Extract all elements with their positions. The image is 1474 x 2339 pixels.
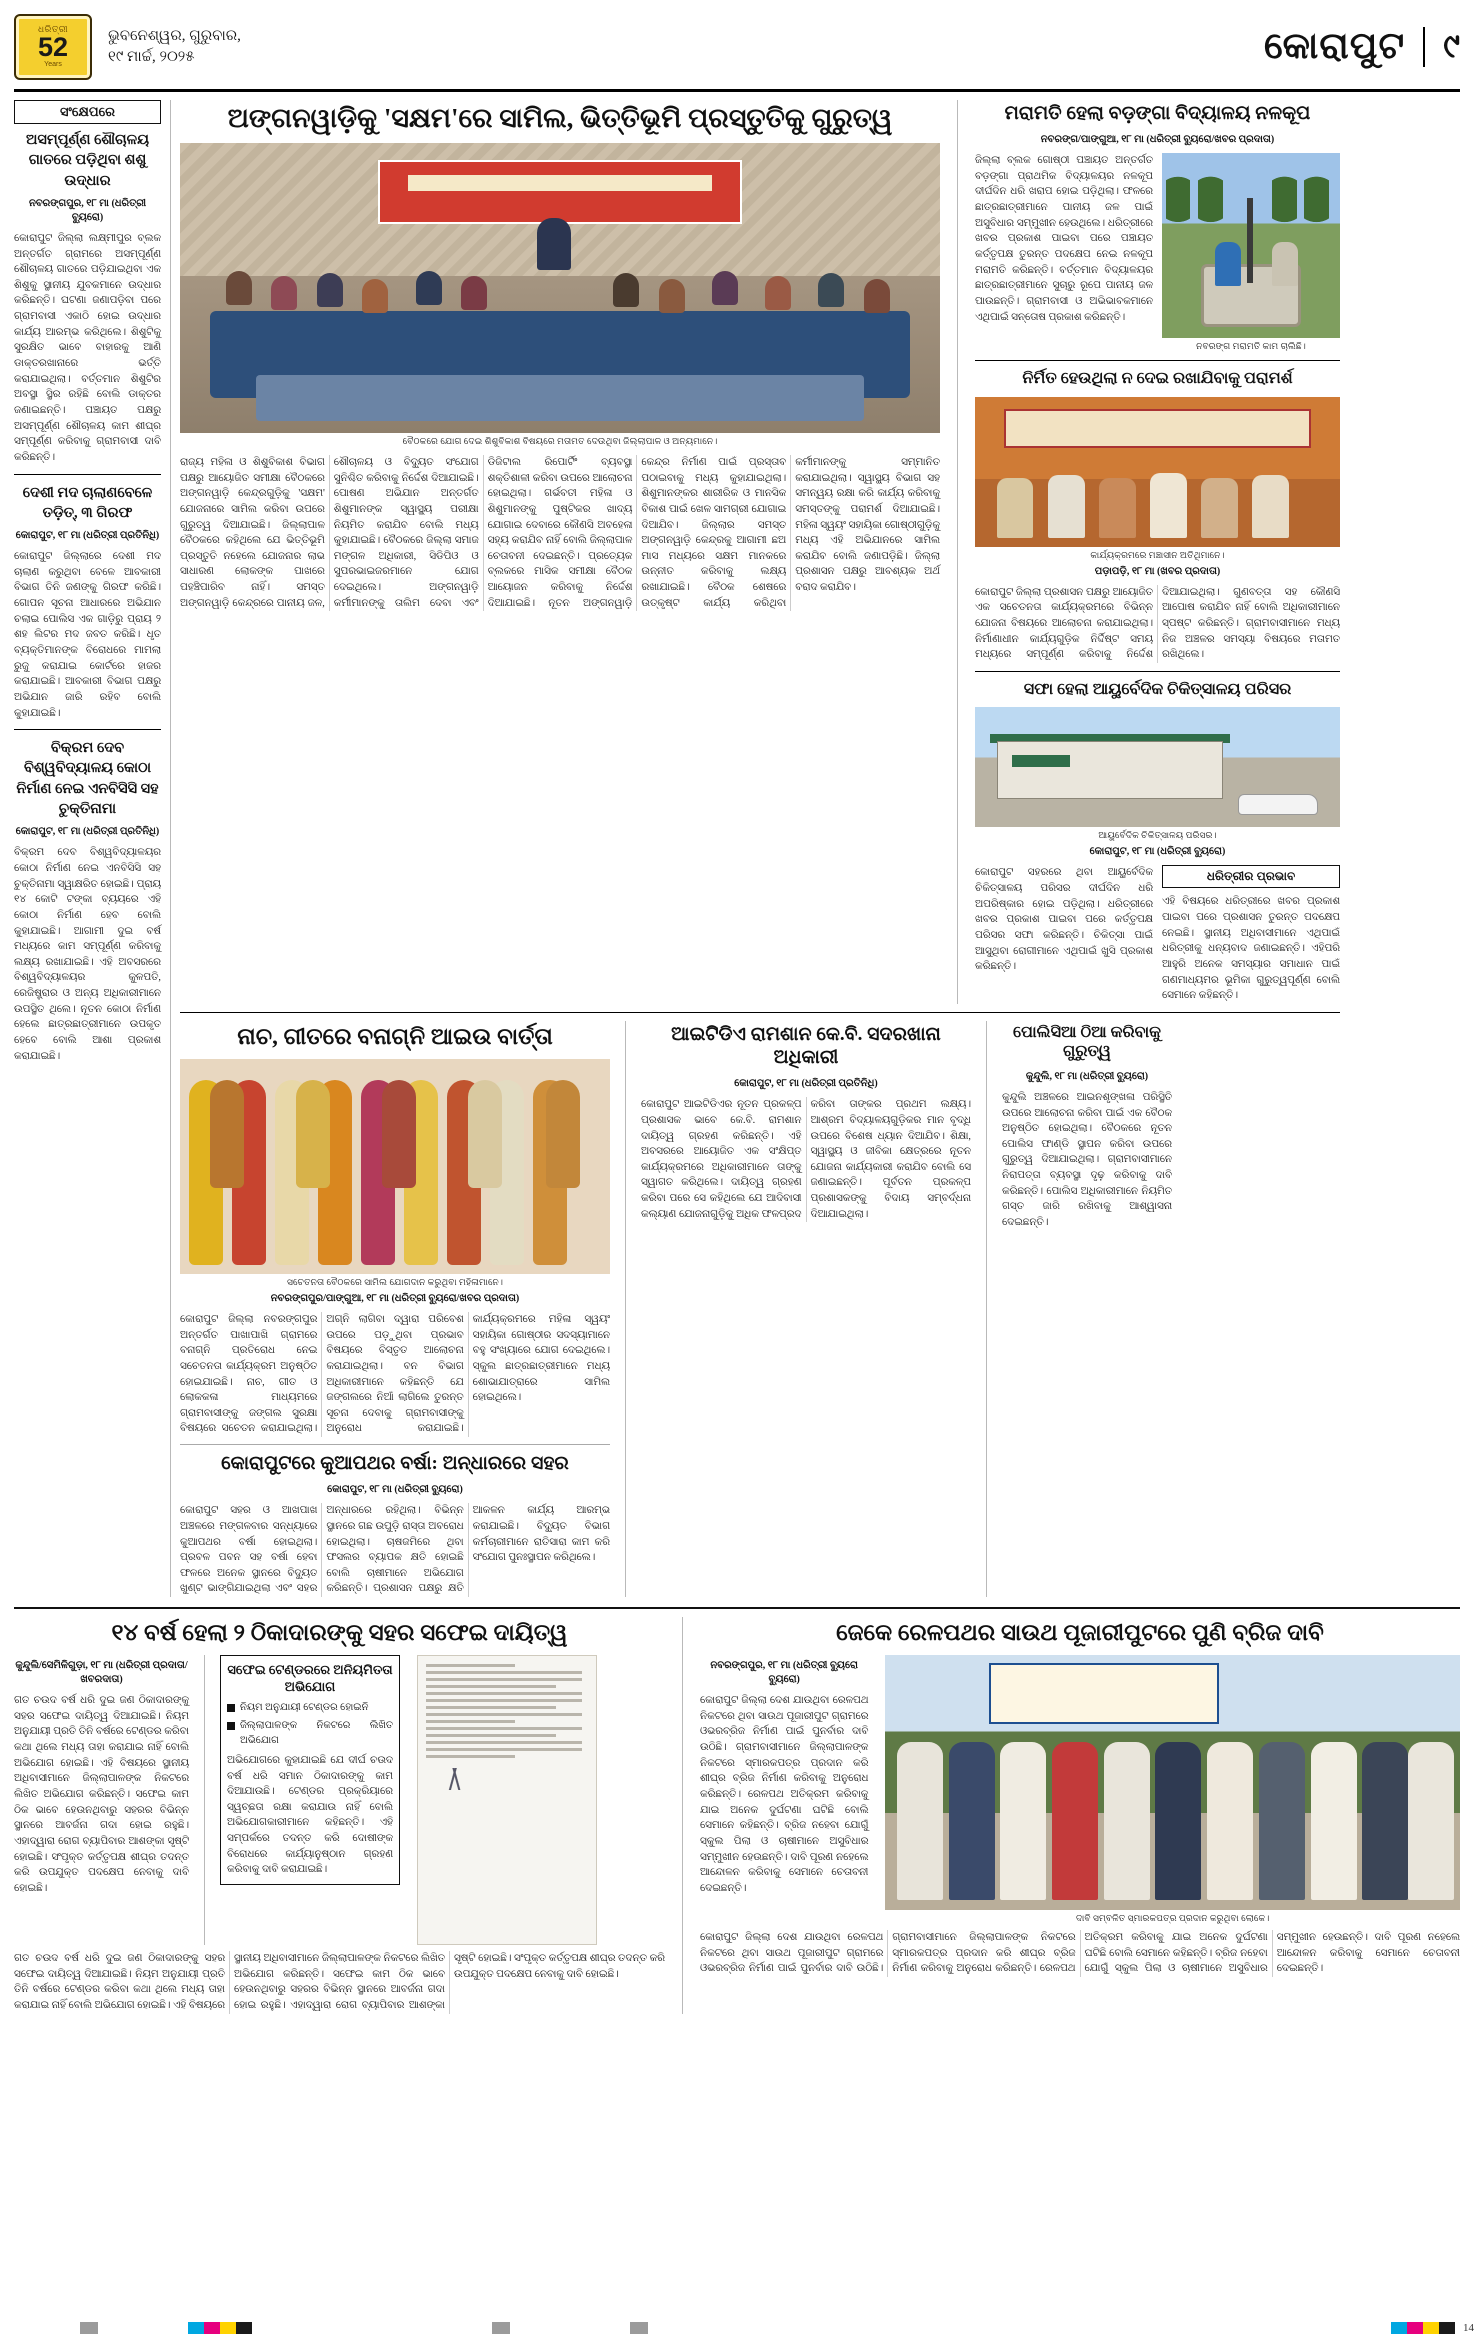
lead-story	[180, 100, 940, 1004]
brief-dateline: ନବରଙ୍ଗପୁର, ୧୮ ମା (ଧରିତ୍ରୀ ବ୍ୟୁରୋ)	[28, 197, 147, 223]
top-region	[14, 100, 1460, 1597]
water-dateline: କୋରାପୁଟ, ୧୮ ମା (ଧରିତ୍ରୀ ବ୍ୟୁରୋ)	[327, 1484, 463, 1496]
nirmit-body: କୋରାପୁଟ ଜିଲ୍ଲା ପ୍ରଶାସନ ପକ୍ଷରୁ ଆୟୋଜିତ ଏକ ସଚେତନତା କାର୍ଯ୍ୟକ୍ରମରେ ବିଭିନ୍ନ ଯୋଜନା ବିଷୟରେ ଆଲୋଚନା କରାଯାଇଥିଲା। ନିର୍ମାଣାଧୀନ କାର୍ଯ୍ୟଗୁଡ଼ିକ ନିର୍ଦ୍ଦିଷ୍ଟ ସମୟ ମଧ୍ୟରେ ସମ୍ପୂର୍ଣ୍ଣ କରିବାକୁ ନିର୍ଦ୍ଦେଶ ଦିଆଯାଇଥିଲା। ଗୁଣବତ୍ତା ସହ କୌଣସି ଆପୋଷ କରାଯିବ ନାହିଁ ବୋଲି ଅଧିକାରୀମାନେ ସ୍ପଷ୍ଟ କରିଛନ୍ତି। ଗ୍ରାମବାସୀମାନେ ମଧ୍ୟ ନିଜ ଅଞ୍ଚଳର ସମସ୍ୟା ବିଷୟରେ ମତାମତ ରଖିଥିଲେ।	[975, 586, 1340, 661]
water-body: କୋରାପୁଟ ସହର ଓ ଆଖପାଖ ଅଞ୍ଚଳରେ ମଙ୍ଗଳବାର ସନ୍ଧ୍ୟାରେ କୁଆପଥର ବର୍ଷା ହୋଇଥିଲା। ପ୍ରବଳ ପବନ ସହ ବର୍ଷା ହେବା ଫଳରେ ଅନେକ ସ୍ଥାନରେ ବିଦ୍ୟୁତ ଖୁଣ୍ଟ ଭାଙ୍ଗିଯାଇଥିଲା ଏବଂ ସହର ଅନ୍ଧାରରେ ରହିଥିଲା। ବିଭିନ୍ନ ସ୍ଥାନରେ ଗଛ ଉପୁଡ଼ି ରାସ୍ତା ଅବରୋଧ ହୋଇଥିଲା। ଚାଷଜମିରେ ଥିବା ଫସଲର ବ୍ୟାପକ କ୍ଷତି ହୋଇଛି ବୋଲି ଚାଷୀମାନେ ଅଭିଯୋଗ କରିଛନ୍ତି। ପ୍ରଶାସନ ପକ୍ଷରୁ କ୍ଷତି ଆକଳନ କାର୍ଯ୍ୟ ଆରମ୍ଭ କରାଯାଇଛି। ବିଦ୍ୟୁତ ବିଭାଗ କର୍ମଚାରୀମାନେ ରାତିସାରା କାମ କରି ସଂଯୋଗ ପୁନଃସ୍ଥାପନ କରିଥିଲେ।	[180, 1505, 610, 1595]
bottom-right-body: କୋରାପୁଟ ଜିଲ୍ଲା ଦେଶ ଯାଉଥିବା ରେଳପଥ ନିକଟରେ ଥିବା ସାଉଥ ପୂଜାରୀପୁଟ ଗ୍ରାମରେ ଓଭରବ୍ରିଜ ନିର୍ମାଣ ପାଇଁ ପୁନର୍ବାର ଦାବି ଉଠିଛି। ଗ୍ରାମବାସୀମାନେ ଜିଲ୍ଲାପାଳଙ୍କ ନିକଟରେ ସ୍ମାରକପତ୍ର ପ୍ରଦାନ କରି ଶୀଘ୍ର ବ୍ରିଜ ନିର୍ମାଣ କରିବାକୁ ଅନୁରୋଧ କରିଛନ୍ତି। ରେଳପଥ ଅତିକ୍ରମ କରିବାକୁ ଯାଇ ଅନେକ ଦୁର୍ଘଟଣା ଘଟିଛି ବୋଲି ସେମାନେ କହିଛନ୍ତି। ବ୍ରିଜ ନହେବା ଯୋଗୁଁ ସ୍କୁଲ ପିଲା ଓ ଚାଷୀମାନେ ଅସୁବିଧାର ସମ୍ମୁଖୀନ ହେଉଛନ୍ତି। ଦାବି ପୂରଣ ନହେଲେ ଆନ୍ଦୋଳନ କରିବାକୁ ସେମାନେ ଚେତାବନୀ ଦେଇଛନ୍ତି।	[700, 1695, 869, 1894]
bullet-square-icon	[227, 1722, 235, 1730]
bottom-left-story	[14, 1617, 665, 2014]
dance-body: କୋରାପୁଟ ଜିଲ୍ଲା ନବରଙ୍ଗପୁର ଅନ୍ତର୍ଗତ ପାଖାପାଖି ଗ୍ରାମରେ ବନାଗ୍ନି ପ୍ରତିରୋଧ ନେଇ ସଚେତନତା କାର୍ଯ୍ୟକ୍ରମ ଅନୁଷ୍ଠିତ ହୋଇଯାଇଛି। ନାଚ, ଗୀତ ଓ ଲୋକକଳା ମାଧ୍ୟମରେ ଗ୍ରାମବାସୀଙ୍କୁ ଜଙ୍ଗଲ ସୁରକ୍ଷା ବିଷୟରେ ସଚେତନ କରାଯାଇଥିଲା। ଅଗ୍ନି ଲାଗିବା ଦ୍ୱାରା ପରିବେଶ ଉପରେ ପଡ଼ୁଥିବା ପ୍ରଭାବ ବିଷୟରେ ବିସ୍ତୃତ ଆଲୋଚନା କରାଯାଇଥିଲା। ବନ ବିଭାଗ ଅଧିକାରୀମାନେ କହିଛନ୍ତି ଯେ ଜଙ୍ଗଲରେ ନିଆଁ ଲାଗିଲେ ତୁରନ୍ତ ସୂଚନା ଦେବାକୁ ଗ୍ରାମବାସୀଙ୍କୁ ଅନୁରୋଧ କରାଯାଇଛି। କାର୍ଯ୍ୟକ୍ରମରେ ମହିଳା ସ୍ୱୟଂ ସହାୟିକା ଗୋଷ୍ଠୀର ସଦସ୍ୟାମାନେ ବହୁ ସଂଖ୍ୟାରେ ଯୋଗ ଦେଇଥିଲେ। ସ୍କୁଲ ଛାତ୍ରଛାତ୍ରୀମାନେ ମଧ୍ୟ ଶୋଭାଯାତ୍ରାରେ ସାମିଲ ହୋଇଥିଲେ।	[180, 1313, 610, 1435]
bottom-region	[14, 1617, 1460, 2014]
section-divider	[975, 360, 1340, 361]
machine-dateline: ନବରଙ୍ଗ/ପାଙ୍ଗୁଆ, ୧୮ ମା (ଧରିତ୍ରୀ ବ୍ୟୁରୋ/ଖବର ପ୍ରଦାତା)	[1040, 134, 1275, 146]
lead-photo-caption: ବୈଠକରେ ଯୋଗ ଦେଇ ଶିଶୁବିକାଶ ବିଷୟରେ ମତାମତ ଦେଉଥିବା ଜିଲ୍ଲାପାଳ ଓ ଅନ୍ୟମାନେ।	[402, 435, 718, 446]
masthead-dateline	[108, 26, 241, 67]
masthead	[14, 10, 1460, 92]
lead-headline: ଅଙ୍ଗନୱାଡ଼ିକୁ 'ସକ୍ଷମ'ରେ ସାମିଲ, ଭିତ୍ତିଭୂମି ପ୍ରସ୍ତୁତିକୁ ଗୁରୁତ୍ୱ	[227, 103, 893, 133]
right-stack	[975, 100, 1340, 1004]
dance-photo-caption: ସଚେତନତା ବୈଠକରେ ସାମିଲ ଯୋଗଦାନ କରୁଥିବା ମହିଳାମାନେ।	[286, 1276, 504, 1287]
logo-anniversary-number: 52	[37, 32, 69, 62]
kb-body: କୋରାପୁଟ ଆଇଟିଡିଏର ନୂତନ ପ୍ରକଳ୍ପ ପ୍ରଶାସକ ଭାବେ କେ.ବି. ରାମଶାନ ଦାୟିତ୍ୱ ଗ୍ରହଣ କରିଛନ୍ତି। ଏହି ଅବସରରେ ଆୟୋଜିତ ଏକ ସଂକ୍ଷିପ୍ତ କାର୍ଯ୍ୟକ୍ରମରେ ଅଧିକାରୀମାନେ ତାଙ୍କୁ ସ୍ୱାଗତ କରିଥିଲେ। ଦାୟିତ୍ୱ ଗ୍ରହଣ କରିବା ପରେ ସେ କହିଥିଲେ ଯେ ଆଦିବାସୀ କଲ୍ୟାଣ ଯୋଜନାଗୁଡ଼ିକୁ ଅଧିକ ଫଳପ୍ରଦ କରିବା ତାଙ୍କର ପ୍ରଥମ ଲକ୍ଷ୍ୟ। ଆଶ୍ରମ ବିଦ୍ୟାଳୟଗୁଡ଼ିକର ମାନ ବୃଦ୍ଧି ଉପରେ ବିଶେଷ ଧ୍ୟାନ ଦିଆଯିବ। ଶିକ୍ଷା, ସ୍ୱାସ୍ଥ୍ୟ ଓ ଜୀବିକା କ୍ଷେତ୍ରରେ ନୂତନ ଯୋଜନା କାର୍ଯ୍ୟକାରୀ କରାଯିବ ବୋଲି ସେ ଜଣାଇଛନ୍ତି। ପୂର୍ବତନ ପ୍ରକଳ୍ପ ପ୍ରଶାସକଙ୍କୁ ବିଦାୟ ସମ୍ବର୍ଦ୍ଧନା ଦିଆଯାଇଥିଲା।	[641, 1099, 971, 1220]
column-rule	[204, 1655, 205, 1945]
machine-body: ଜିଲ୍ଲା ବ୍ଲକ ଗୋଷ୍ଠୀ ପଞ୍ଚାୟତ ଅନ୍ତର୍ଗତ ବଡ଼ଙ୍ଗା ପ୍ରାଥମିକ ବିଦ୍ୟାଳୟର ନଳକୂପ ଦୀର୍ଘଦିନ ଧରି ଖରାପ ହୋଇ ପଡ଼ିଥିଲା। ଫଳରେ ଛାତ୍ରଛାତ୍ରୀମାନେ ପାନୀୟ ଜଳ ପାଇଁ ଅସୁବିଧାର ସମ୍ମୁଖୀନ ହେଉଥିଲେ। ଧରିତ୍ରୀରେ ଖବର ପ୍ରକାଶ ପାଇବା ପରେ ପଞ୍ଚାୟତ କର୍ତ୍ତୃପକ୍ଷ ତୁରନ୍ତ ପଦକ୍ଷେପ ନେଇ ନଳକୂପ ମରାମତି କରିଛନ୍ତି। ବର୍ତ୍ତମାନ ବିଦ୍ୟାଳୟର ଛାତ୍ରଛାତ୍ରୀମାନେ ସୁଚାରୁ ରୂପେ ପାନୀୟ ଜଳ ପାଉଛନ୍ତି। ଗ୍ରାମବାସୀ ଓ ଅଭିଭାବକମାନେ ଏଥିପାଇଁ ସନ୍ତୋଷ ପ୍ରକାଶ କରିଛନ୍ତି।	[975, 155, 1153, 323]
bottom-left-dateline: କୁନ୍ଦୁଲି/ସେମିଳିଗୁଡ଼ା, ୧୮ ମା (ଧରିତ୍ରୀ ପ୍ରଦାତା/ଖବରଦାତା)	[15, 1660, 188, 1686]
bottom-left-text-col	[14, 1655, 189, 1945]
bottom-right-dateline: ନବରଙ୍ଗପୁର, ୧୮ ମା (ଧରିତ୍ରୀ ବ୍ୟୁରୋ ବ୍ୟୁରୋ)	[710, 1660, 858, 1686]
bottom-left-continuation: ଗତ ଚଉଦ ବର୍ଷ ଧରି ଦୁଇ ଜଣ ଠିକାଦାରଙ୍କୁ ସହର ସଫେଇ ଦାୟିତ୍ୱ ଦିଆଯାଇଛି। ନିୟମ ଅନୁଯାୟୀ ପ୍ରତି ତିନି ବର୍ଷରେ ଟେଣ୍ଡର କରିବା କଥା ଥିଲେ ମଧ୍ୟ ତାହା କରାଯାଇ ନାହିଁ ବୋଲି ଅଭିଯୋଗ ହୋଇଛି। ଏହି ବିଷୟରେ ସ୍ଥାନୀୟ ଅଧିବାସୀମାନେ ଜିଲ୍ଲାପାଳଙ୍କ ନିକଟରେ ଲିଖିତ ଅଭିଯୋଗ କରିଛନ୍ତି। ସଫେଇ କାମ ଠିକ ଭାବେ ହେଉନଥିବାରୁ ସହରର ବିଭିନ୍ନ ସ୍ଥାନରେ ଆବର୍ଜନା ଗଦା ହୋଇ ରହୁଛି। ଏହାଦ୍ୱାରା ରୋଗ ବ୍ୟାପିବାର ଆଶଙ୍କା ସୃଷ୍ଟି ହୋଇଛି। ସଂପୃକ୍ତ କର୍ତ୍ତୃପକ୍ଷ ଶୀଘ୍ର ତଦନ୍ତ କରି ଉପଯୁକ୍ତ ପଦକ୍ଷେପ ନେବାକୁ ଦାବି ହୋଇଛି।	[14, 1953, 665, 2012]
brief-headline: ବିକ୍ରମ ଦେବ ବିଶ୍ୱବିଦ୍ୟାଳୟ କୋଠା ନିର୍ମାଣ ନେଇ ଏନବିସିସି ସହ ଚୁକ୍ତିନାମା	[16, 740, 159, 818]
kb-dateline: କୋରାପୁଟ, ୧୮ ମା (ଧରିତ୍ରୀ ପ୍ରତିନିଧି)	[734, 1078, 878, 1090]
bottom-section-divider	[14, 1607, 1460, 1609]
bottom-right-text-col	[700, 1655, 868, 1924]
bottom-left-body: ଗତ ଚଉଦ ବର୍ଷ ଧରି ଦୁଇ ଜଣ ଠିକାଦାରଙ୍କୁ ସହର ସଫେଇ ଦାୟିତ୍ୱ ଦିଆଯାଇଛି। ନିୟମ ଅନୁଯାୟୀ ପ୍ରତି ତିନି ବର୍ଷରେ ଟେଣ୍ଡର କରିବା କଥା ଥିଲେ ମଧ୍ୟ ତାହା କରାଯାଇ ନାହିଁ ବୋଲି ଅଭିଯୋଗ ହୋଇଛି। ଏହି ବିଷୟରେ ସ୍ଥାନୀୟ ଅଧିବାସୀମାନେ ଜିଲ୍ଲାପାଳଙ୍କ ନିକଟରେ ଲିଖିତ ଅଭିଯୋଗ କରିଛନ୍ତି। ସଫେଇ କାମ ଠିକ ଭାବେ ହେଉନଥିବାରୁ ସହରର ବିଭିନ୍ନ ସ୍ଥାନରେ ଆବର୍ଜନା ଗଦା ହୋଇ ରହୁଛି। ଏହାଦ୍ୱାରା ରୋଗ ବ୍ୟାପିବାର ଆଶଙ୍କା ସୃଷ୍ଟି ହୋଇଛି। ସଂପୃକ୍ତ କର୍ତ୍ତୃପକ୍ଷ ଶୀଘ୍ର ତଦନ୍ତ କରି ଉପଯୁକ୍ତ ପଦକ୍ଷେପ ନେବାକୁ ଦାବି ହୋଇଛି।	[14, 1695, 189, 1894]
machine-block	[975, 153, 1340, 352]
brief-item	[14, 738, 161, 1064]
complaint-box-inner	[220, 1655, 400, 1885]
ayurvedic-hospital-photo	[975, 707, 1340, 827]
brief-dateline: କୋରାପୁଟ, ୧୮ ମା (ଧରିତ୍ରୀ ପ୍ରତିନିଧି)	[15, 826, 160, 838]
conference-hall-photo	[180, 143, 940, 433]
bottom-right-continuation: କୋରାପୁଟ ଜିଲ୍ଲା ଦେଶ ଯାଉଥିବା ରେଳପଥ ନିକଟରେ ଥିବା ସାଉଥ ପୂଜାରୀପୁଟ ଗ୍ରାମରେ ଓଭରବ୍ରିଜ ନିର୍ମାଣ ପାଇଁ ପୁନର୍ବାର ଦାବି ଉଠିଛି। ଗ୍ରାମବାସୀମାନେ ଜିଲ୍ଲାପାଳଙ୍କ ନିକଟରେ ସ୍ମାରକପତ୍ର ପ୍ରଦାନ କରି ଶୀଘ୍ର ବ୍ରିଜ ନିର୍ମାଣ କରିବାକୁ ଅନୁରୋଧ କରିଛନ୍ତି। ରେଳପଥ ଅତିକ୍ରମ କରିବାକୁ ଯାଇ ଅନେକ ଦୁର୍ଘଟଣା ଘଟିଛି ବୋଲି ସେମାନେ କହିଛନ୍ତି। ବ୍ରିଜ ନହେବା ଯୋଗୁଁ ସ୍କୁଲ ପିଲା ଓ ଚାଷୀମାନେ ଅସୁବିଧାର ସମ୍ମୁଖୀନ ହେଉଛନ୍ତି। ଦାବି ପୂରଣ ନହେଲେ ଆନ୍ଦୋଳନ କରିବାକୁ ସେମାନେ ଚେତାବନୀ ଦେଇଛନ୍ତି।	[700, 1932, 1460, 1975]
dance-story	[180, 1021, 610, 1597]
brief-body: କୋରାପୁଟ ଜିଲ୍ଲାରେ ଦେଶୀ ମଦ ଚାଲାଣ କରୁଥିବା ବେଳେ ଆବକାରୀ ବିଭାଗ ତିନି ଜଣଙ୍କୁ ଗିରଫ କରିଛି। ଗୋପନ ସୂଚନା ଆଧାରରେ ଅଭିଯାନ ଚଲାଇ ପୋଲିସ ଏକ ଗାଡ଼ିରୁ ପ୍ରାୟ ୨ ଶହ ଲିଟର ମଦ ଜବତ କରିଛି। ଧୃତ ବ୍ୟକ୍ତିମାନଙ୍କ ବିରୋଧରେ ମାମଲା ରୁଜୁ କରାଯାଇ କୋର୍ଟରେ ହାଜର କରାଯାଇଛି। ଆବକାରୀ ବିଭାଗ ପକ୍ଷରୁ ଅଭିଯାନ ଜାରି ରହିବ ବୋଲି କୁହାଯାଇଛି।	[14, 551, 161, 719]
bottom-right-headline: ଜେକେ ରେଳପଥର ସାଉଥ ପୂଜାରୀପୁଟରେ ପୁଣି ବ୍ରିଜ ଦାବି	[836, 1620, 1324, 1646]
print-registration-colorbar	[0, 2317, 1474, 2339]
complaint-box-body: ଅଭିଯୋଗରେ କୁହାଯାଇଛି ଯେ ଦୀର୍ଘ ଚଉଦ ବର୍ଷ ଧରି ସମାନ ଠିକାଦାରଙ୍କୁ କାମ ଦିଆଯାଉଛି। ଟେଣ୍ଡର ପ୍ରକ୍ରିୟାରେ ସ୍ୱଚ୍ଛତା ରକ୍ଷା କରାଯାଉ ନାହିଁ ବୋଲି ଅଭିଯୋଗକାରୀମାନେ କହିଛନ୍ତି। ଏହି ସମ୍ପର୍କରେ ତଦନ୍ତ କରି ଦୋଷୀଙ୍କ ବିରୋଧରେ କାର୍ଯ୍ୟାନୁଷ୍ଠାନ ଗ୍ରହଣ କରିବାକୁ ଦାବି କରାଯାଇଛି।	[227, 1754, 393, 1876]
dance-dateline: ନବରଙ୍ଗପୁର/ପାଙ୍ଗୁଆ, ୧୮ ମା (ଧରିତ୍ରୀ ବ୍ୟୁରୋ/ଖବର ପ୍ରଦାତା)	[270, 1292, 520, 1304]
kb-story	[641, 1021, 971, 1597]
column-rule	[957, 100, 958, 1004]
ayurveda-dateline: କୋରାପୁଟ, ୧୮ ମା (ଧରିତ୍ରୀ ବ୍ୟୁରୋ)	[1089, 846, 1226, 858]
complaint-letter-scan	[417, 1655, 597, 1945]
machine-headline: ମରାମତି ହେଲା ବଡ଼ଙ୍ଗା ବିଦ୍ୟାଳୟ ନଳକୂପ	[1004, 103, 1311, 124]
police-dateline: କୁନ୍ଦୁଲି, ୧୮ ମା (ଧରିତ୍ରୀ ବ୍ୟୁରୋ)	[1025, 1070, 1149, 1082]
column-rule	[986, 1021, 987, 1597]
masthead-left	[14, 14, 241, 80]
dharitri-logo	[14, 14, 92, 80]
bottom-left-row	[14, 1655, 665, 1945]
brief-divider	[14, 474, 161, 475]
complaint-bullet-text: ଜିଲ୍ଲାପାଳଙ୍କ ନିକଟରେ ଲିଖିତ ଅଭିଯୋଗ	[240, 1719, 393, 1746]
complaint-bullet	[227, 1718, 393, 1748]
complaint-bullet-text: ନିୟମ ଅନୁଯାୟୀ ଟେଣ୍ଡର ହୋଇନି	[240, 1701, 369, 1713]
machine-photo-wrap	[1162, 153, 1340, 352]
complaint-letter-wrap	[417, 1655, 597, 1945]
women-awareness-photo	[180, 1059, 610, 1274]
ayurveda-headline: ସଫା ହେଲା ଆୟୁର୍ବେଦିକ ଚିକିତ୍ସାଳୟ ପରିସର	[1023, 680, 1292, 698]
page-number: ୯	[1443, 27, 1460, 65]
brief-headline: ଅସମ୍ପୂର୍ଣ୍ଣ ଶୌଚାଳୟ ଗାତରେ ପଡ଼ିଥିବା ଶଶୁ ଉଦ୍ଧାର	[25, 132, 150, 189]
upper-block	[180, 100, 1340, 1004]
masthead-divider	[1423, 27, 1425, 67]
briefs-kicker: ସଂକ୍ଷେପରେ	[14, 100, 161, 124]
brief-divider	[14, 729, 161, 730]
complaint-box	[220, 1655, 400, 1945]
water-headline: କୋରାପୁଟରେ କୁଆପଥର ବର୍ଷା: ଅନ୍ଧାରରେ ସହର	[221, 1453, 569, 1475]
dharitri-effect-kicker: ଧରିତ୍ରୀର ପ୍ରଭାବ	[1162, 865, 1340, 888]
ayurveda-body: କୋରାପୁଟ ସହରରେ ଥିବା ଆୟୁର୍ବେଦିକ ଚିକିତ୍ସାଳୟ ପରିସର ଦୀର୍ଘଦିନ ଧରି ଅପରିଷ୍କାର ହୋଇ ପଡ଼ିଥିଲା। ଧରିତ୍ରୀରେ ଖବର ପ୍ରକାଶ ପାଇବା ପରେ କର୍ତ୍ତୃପକ୍ଷ ପରିସର ସଫା କରିଛନ୍ତି। ଚିକିତ୍ସା ପାଇଁ ଆସୁଥିବା ରୋଗୀମାନେ ଏଥିପାଇଁ ଖୁସି ପ୍ରକାଶ କରିଛନ୍ତି।	[975, 867, 1153, 973]
bottom-right-photo-caption: ଦାବି ସମ୍ବଳିତ ସ୍ମାରକପତ୍ର ପ୍ରଦାନ କରୁଥିବା ଲୋକେ।	[1075, 1913, 1270, 1924]
column-rule	[170, 100, 171, 1597]
complaint-box-title: ସଫେଇ ଟେଣ୍ଡରରେ ଅନିୟମିତତା ଅଭିଯୋଗ	[227, 1662, 393, 1695]
briefs-column	[14, 100, 161, 1597]
machine-photo-caption: ନବରଙ୍ଗ ମରାମତି କାମ ଚାଲିଛି।	[1196, 341, 1306, 352]
brief-item	[14, 130, 161, 466]
bottom-right-row	[700, 1655, 1460, 1924]
police-headline: ପୋଲିସିଆ ଠିଆ କରିବାକୁ ଗୁରୁତ୍ୱ	[1013, 1023, 1161, 1061]
masthead-place-date-2: ୧୯ ମାର୍ଚ୍ଚ, ୨୦୨୫	[108, 48, 195, 65]
handpump-repair-photo	[1162, 153, 1340, 338]
nirmit-headline: ନିର୍ମିତ ହେଉଥିଲା ନ ଦେଇ ରଖାଯିବାକୁ ପରାମର୍ଶ	[1022, 370, 1293, 388]
masthead-right	[1264, 25, 1460, 68]
nirmit-dateline: ପଡ଼ାପଡ଼ି, ୧୮ ମା (ଖବର ପ୍ରଦାତା)	[1094, 565, 1221, 577]
section-divider	[975, 671, 1340, 672]
police-body: କୁନ୍ଦୁଲି ଅଞ୍ଚଳରେ ଆଇନଶୃଙ୍ଖଳା ପରିସ୍ଥିତି ଉପରେ ଆଲୋଚନା କରିବା ପାଇଁ ଏକ ବୈଠକ ଅନୁଷ୍ଠିତ ହୋଇଥିଲା। ବୈଠକରେ ନୂତନ ପୋଲିସ ଫାଣ୍ଡି ସ୍ଥାପନ କରିବା ଉପରେ ଗୁରୁତ୍ୱ ଦିଆଯାଇଥିଲା। ଗ୍ରାମବାସୀମାନେ ନିରାପତ୍ତା ବ୍ୟବସ୍ଥା ଦୃଢ଼ କରିବାକୁ ଦାବି କରିଛନ୍ତି। ପୋଲିସ ଅଧିକାରୀମାନେ ନିୟମିତ ଗସ୍ତ ଜାରି ରଖିବାକୁ ଆଶ୍ୱାସନା ଦେଇଛନ୍ତି।	[1002, 1091, 1172, 1229]
band-divider	[180, 1012, 1340, 1013]
middle-band	[180, 1021, 1340, 1597]
bullet-square-icon	[227, 1704, 235, 1712]
column-rule	[625, 1021, 626, 1597]
bottom-left-headline: ୧୪ ବର୍ଷ ହେଲା ୨ ଠିକାଦାରଙ୍କୁ ସହର ସଫେଇ ଦାୟିତ୍ୱ	[111, 1620, 568, 1646]
brief-body: କୋରାପୁଟ ଜିଲ୍ଲା ଲକ୍ଷ୍ମୀପୁର ବ୍ଲକ ଅନ୍ତର୍ଗତ ଗ୍ରାମରେ ଅସମ୍ପୂର୍ଣ୍ଣ ଶୌଚାଳୟ ଗାତରେ ପଡ଼ିଯାଇଥିବା ଏକ ଶିଶୁକୁ ସ୍ଥାନୀୟ ଯୁବକମାନେ ଉଦ୍ଧାର କରିଛନ୍ତି। ଘଟଣା ଜଣାପଡ଼ିବା ପରେ ଗ୍ରାମବାସୀ ଏକାଠି ହୋଇ ଉଦ୍ଧାର କାର୍ଯ୍ୟ ଆରମ୍ଭ କରିଥିଲେ। ଶିଶୁଟିକୁ ସୁରକ୍ଷିତ ଭାବେ ବାହାରକୁ ଆଣି ଡାକ୍ତରଖାନାରେ ଭର୍ତ୍ତି କରାଯାଇଥିଲା। ବର୍ତ୍ତମାନ ଶିଶୁଟିର ଅବସ୍ଥା ସ୍ଥିର ରହିଛି ବୋଲି ଡାକ୍ତର ଜଣାଇଛନ୍ତି। ପଞ୍ଚାୟତ ପକ୍ଷରୁ ଅସମ୍ପୂର୍ଣ୍ଣ ଶୌଚାଳୟ କାମ ଶୀଘ୍ର ସମ୍ପୂର୍ଣ୍ଣ କରିବାକୁ ଗ୍ରାମବାସୀ ଦାବି କରିଛନ୍ତି।	[14, 232, 161, 463]
column-rule	[682, 1617, 683, 2014]
ayurveda-effect-row	[975, 865, 1340, 1003]
police-story	[1002, 1021, 1172, 1597]
bottom-right-story	[700, 1617, 1460, 2014]
complaint-bullet	[227, 1700, 393, 1715]
lead-body: ରାଜ୍ୟ ମହିଳା ଓ ଶିଶୁବିକାଶ ବିଭାଗ ପକ୍ଷରୁ ଆୟୋଜିତ ସମୀକ୍ଷା ବୈଠକରେ ଅଙ୍ଗନୱାଡ଼ି କେନ୍ଦ୍ରଗୁଡ଼ିକୁ 'ସକ୍ଷମ' ଯୋଜନାରେ ସାମିଲ କରିବା ଉପରେ ଗୁରୁତ୍ୱ ଦିଆଯାଇଛି। ଜିଲ୍ଲାପାଳ ବୈଠକରେ କହିଥିଲେ ଯେ ଭିତ୍ତିଭୂମି ପ୍ରସ୍ତୁତି ନହେଲେ ଯୋଜନାର ଲାଭ ସାଧାରଣ ଲୋକଙ୍କ ପାଖରେ ପହଞ୍ଚିପାରିବ ନାହିଁ। ସମସ୍ତ ଅଙ୍ଗନୱାଡ଼ି କେନ୍ଦ୍ରରେ ପାନୀୟ ଜଳ, ଶୌଚାଳୟ ଓ ବିଦ୍ୟୁତ ସଂଯୋଗ ସୁନିଶ୍ଚିତ କରିବାକୁ ନିର୍ଦ୍ଦେଶ ଦିଆଯାଇଛି। ପୋଷଣ ଅଭିଯାନ ଅନ୍ତର୍ଗତ ଶିଶୁମାନଙ୍କ ସ୍ୱାସ୍ଥ୍ୟ ପରୀକ୍ଷା ନିୟମିତ କରାଯିବ ବୋଲି ମଧ୍ୟ କୁହାଯାଇଛି। ବୈଠକରେ ଜିଲ୍ଲା ସମାଜ ମଙ୍ଗଳ ଅଧିକାରୀ, ସିଡିପିଓ ଓ ସୁପରଭାଇଜରମାନେ ଯୋଗ ଦେଇଥିଲେ। ଅଙ୍ଗନୱାଡ଼ି କର୍ମୀମାନଙ୍କୁ ତାଲିମ ଦେବା ଏବଂ ଡିଜିଟାଲ ରିପୋର୍ଟିଂ ବ୍ୟବସ୍ଥା ଶକ୍ତିଶାଳୀ କରିବା ଉପରେ ଆଲୋଚନା ହୋଇଥିଲା। ଗର୍ଭବତୀ ମହିଳା ଓ ଶିଶୁମାନଙ୍କୁ ପୁଷ୍ଟିକର ଖାଦ୍ୟ ଯୋଗାଇ ଦେବାରେ କୌଣସି ଅବହେଳା ସହ୍ୟ କରାଯିବ ନାହିଁ ବୋଲି ଜିଲ୍ଲାପାଳ ଚେତାବନୀ ଦେଇଛନ୍ତି। ପ୍ରତ୍ୟେକ ବ୍ଲକରେ ମାସିକ ସମୀକ୍ଷା ବୈଠକ ଆୟୋଜନ କରିବାକୁ ନିର୍ଦ୍ଦେଶ ଦିଆଯାଇଛି। ନୂତନ ଅଙ୍ଗନୱାଡ଼ି କେନ୍ଦ୍ର ନିର୍ମାଣ ପାଇଁ ପ୍ରସ୍ତାବ ପଠାଇବାକୁ ମଧ୍ୟ କୁହାଯାଇଥିଲା। ଶିଶୁମାନଙ୍କର ଶାରୀରିକ ଓ ମାନସିକ ବିକାଶ ପାଇଁ ଖେଳ ସାମଗ୍ରୀ ଯୋଗାଇ ଦିଆଯିବ। ଜିଲ୍ଲାର ସମସ୍ତ ଅଙ୍ଗନୱାଡ଼ି କେନ୍ଦ୍ରକୁ ଆଗାମୀ ଛଅ ମାସ ମଧ୍ୟରେ ସକ୍ଷମ ମାନକରେ ଉନ୍ନୀତ କରିବାକୁ ଲକ୍ଷ୍ୟ ରଖାଯାଇଛି। ବୈଠକ ଶେଷରେ ଉତ୍କୃଷ୍ଟ କାର୍ଯ୍ୟ କରିଥିବା କର୍ମୀମାନଙ୍କୁ ସମ୍ମାନିତ କରାଯାଇଥିଲା। ସ୍ୱାସ୍ଥ୍ୟ ବିଭାଗ ସହ ସମନ୍ୱୟ ରକ୍ଷା କରି କାର୍ଯ୍ୟ କରିବାକୁ ସମସ୍ତଙ୍କୁ ପରାମର୍ଶ ଦିଆଯାଇଛି। ମହିଳା ସ୍ୱୟଂ ସହାୟିକା ଗୋଷ୍ଠୀଗୁଡ଼ିକୁ ମଧ୍ୟ ଏହି ଅଭିଯାନରେ ସାମିଲ କରାଯିବ ବୋଲି ଜଣାପଡ଼ିଛି। ଜିଲ୍ଲା ପ୍ରଶାସନ ପକ୍ଷରୁ ଆବଶ୍ୟକ ଅର୍ଥ ବରାଦ କରାଯିବ।	[180, 456, 940, 609]
brief-item	[14, 483, 161, 722]
brief-body: ବିକ୍ରମ ଦେବ ବିଶ୍ୱବିଦ୍ୟାଳୟର କୋଠା ନିର୍ମାଣ ନେଇ ଏନବିସିସି ସହ ଚୁକ୍ତିନାମା ସ୍ୱାକ୍ଷରିତ ହୋଇଛି। ପ୍ରାୟ ୧୪ କୋଟି ଟଙ୍କା ବ୍ୟୟରେ ଏହି କୋଠା ନିର୍ମାଣ ହେବ ବୋଲି କୁହାଯାଇଛି। ଆଗାମୀ ଦୁଇ ବର୍ଷ ମଧ୍ୟରେ କାମ ସମ୍ପୂର୍ଣ୍ଣ କରିବାକୁ ଲକ୍ଷ୍ୟ ରଖାଯାଇଛି। ଏହି ଅବସରରେ ବିଶ୍ୱବିଦ୍ୟାଳୟର କୁଳପତି, ରେଜିଷ୍ଟ୍ରାର ଓ ଅନ୍ୟ ଅଧିକାରୀମାନେ ଉପସ୍ଥିତ ଥିଲେ। ନୂତନ କୋଠା ନିର୍ମାଣ ହେଲେ ଛାତ୍ରଛାତ୍ରୀମାନେ ଉପକୃତ ହେବେ ବୋଲି ଆଶା ପ୍ରକାଶ କରାଯାଇଛି।	[14, 847, 161, 1062]
dharitri-effect-block	[1162, 865, 1340, 1003]
logo-top-text: ଧରିତ୍ରୀ	[37, 24, 69, 34]
story-divider	[180, 1444, 610, 1445]
logo-years-label: Years	[44, 61, 62, 68]
masthead-place-date-1: ଭୁବନେଶ୍ୱର, ଗୁରୁବାର,	[108, 28, 241, 45]
brief-headline: ଦେଶୀ ମଦ ଚାଲାଣବେଳେ ତଡ଼ିତ୍, ୩ ଗିରଫ	[22, 484, 153, 521]
stage-meeting-photo	[975, 397, 1340, 547]
folio-number: 14	[1463, 2322, 1474, 2334]
nirmit-photo-caption: କାର୍ଯ୍ୟକ୍ରମରେ ମଞ୍ଚାସୀନ ଅତିଥିମାନେ।	[1090, 549, 1225, 560]
ayurveda-photo-caption: ଆୟୁର୍ବେଦିକ ଚିକିତ୍ସାଳୟ ପରିସର।	[1098, 830, 1217, 841]
edition-title: କୋରାପୁଟ	[1264, 26, 1406, 67]
dance-headline: ନାଚ, ଗୀତରେ ବନାଗ୍ନି ଆଇଉ ବାର୍ତ୍ତା	[237, 1023, 553, 1049]
brief-dateline: କୋରାପୁଟ, ୧୮ ମା (ଧରିତ୍ରୀ ପ୍ରତିନିଧି)	[15, 530, 160, 542]
dharitri-effect-body: ଏହି ବିଷୟରେ ଧରିତ୍ରୀରେ ଖବର ପ୍ରକାଶ ପାଇବା ପରେ ପ୍ରଶାସନ ତୁରନ୍ତ ପଦକ୍ଷେପ ନେଇଛି। ସ୍ଥାନୀୟ ଅଧିବାସୀମାନେ ଏଥିପାଇଁ ଧରିତ୍ରୀକୁ ଧନ୍ୟବାଦ ଜଣାଇଛନ୍ତି। ଏହିପରି ଆହୁରି ଅନେକ ସମସ୍ୟାର ସମାଧାନ ପାଇଁ ଗଣମାଧ୍ୟମର ଭୂମିକା ଗୁରୁତ୍ୱପୂର୍ଣ୍ଣ ବୋଲି ସେମାନେ କହିଛନ୍ତି।	[1162, 896, 1340, 1002]
signature-mark	[426, 1768, 491, 1790]
main-content	[180, 100, 1340, 1597]
memorandum-group-photo	[885, 1655, 1460, 1910]
bottom-right-photo-wrap	[885, 1655, 1460, 1924]
kb-headline: ଆଇଟିଡିଏ ରାମଶାନ କେ.ବି. ସଦରଖାନା ଅଧିକାରୀ	[671, 1023, 941, 1069]
